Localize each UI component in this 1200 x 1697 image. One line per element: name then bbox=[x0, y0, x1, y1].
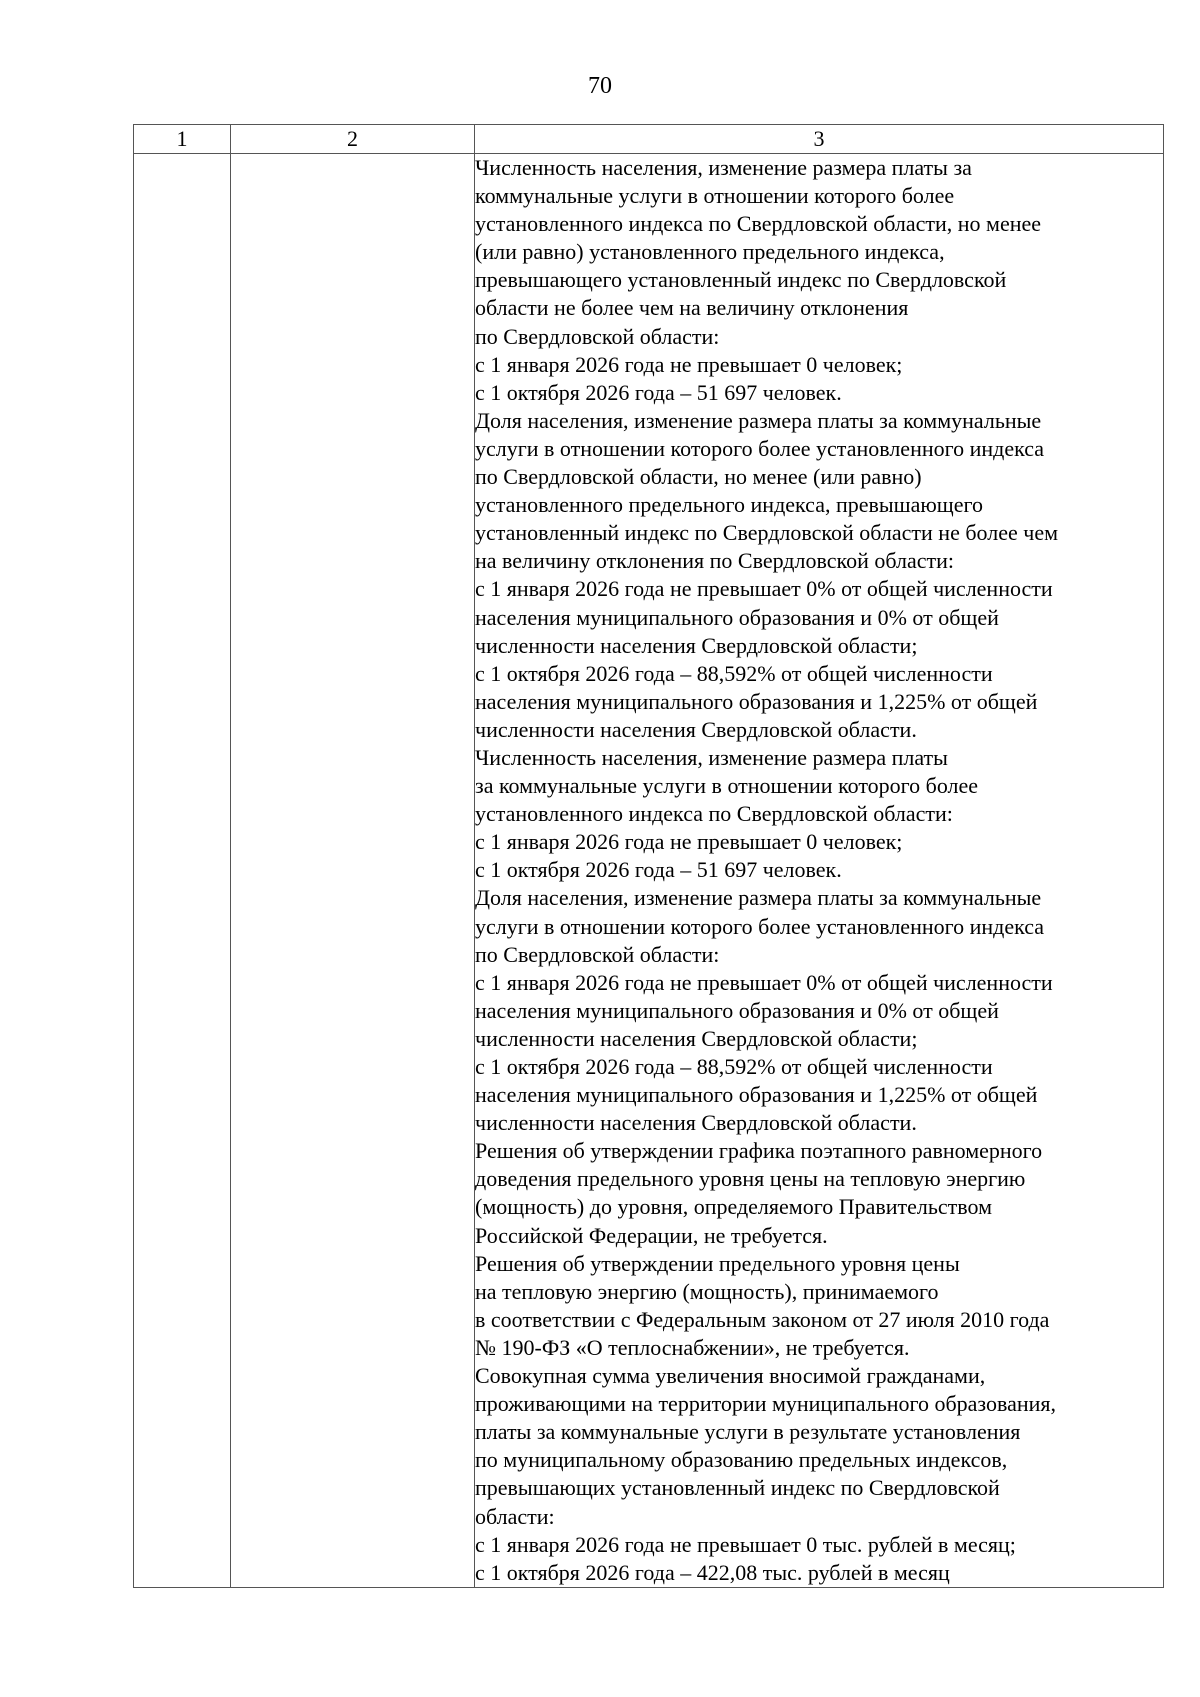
column-header-2: 2 bbox=[231, 125, 475, 154]
cell-column-2 bbox=[231, 154, 475, 1588]
column-header-3: 3 bbox=[475, 125, 1164, 154]
document-table bbox=[133, 124, 1164, 1588]
paragraph-heat-price-limit: Решения об утверждении предельного уровня цены на тепловую энергию (мощность), принимаемого в соответствии с Федеральным законом от 27 июля 2010 года № 190-ФЗ «О теплоснабжении», не требуется. bbox=[475, 1250, 1050, 1360]
page-number: 70 bbox=[588, 73, 612, 99]
paragraph-population-share-limit: Доля населения, изменение размера платы за коммунальные услуги в отношении которого более установленного индекса по Свердловской области, но менее (или равно) установленного предельного индекса, превышающего установленный индекс по Свердловской области не более чем на величину отклонения по Свердловской области: с 1 января 2026 года не превышает 0% от общей численности населения муниципального образования и 0% от общей численности населения Свердловской области; с 1 октября 2026 года – 88,592% от общей численности населения муниципального образования и 1,225% от общей численности населения Свердловской области. bbox=[475, 407, 1058, 742]
table-header-row bbox=[134, 125, 1164, 154]
table-row bbox=[134, 154, 1164, 1588]
paragraph-heat-price-schedule: Решения об утверждении графика поэтапного равномерного доведения предельного уровня цены на тепловую энергию (мощность) до уровня, определяемого Правительством Российской Федерации, не требуется. bbox=[475, 1138, 1043, 1248]
cell-column-3 bbox=[475, 154, 1164, 1588]
cell-column-1 bbox=[134, 154, 231, 1588]
paragraph-total-payment-increase: Совокупная сумма увеличения вносимой гражданами, проживающими на территории муниципального образования, платы за коммунальные услуги в результате установления по муниципальному образованию предельных индексов, превышающих установленный индекс по Свердловской области: с 1 января 2026 года не превышает 0 тыс. рублей в месяц; с 1 октября 2026 года – 422,08 тыс. рублей в месяц bbox=[475, 1363, 1057, 1585]
column-header-1: 1 bbox=[134, 125, 231, 154]
paragraph-population-count-limit: Численность населения, изменение размера платы за коммунальные услуги в отношении которого более установленного индекса по Свердловской области, но менее (или равно) установленного предельного индекса, превышающего установленный индекс по Свердловской области не более чем на величину отклонения по Свердловской области: с 1 января 2026 года не превышает 0 человек; с 1 октября 2026 года – 51 697 человек. bbox=[475, 155, 1042, 405]
paragraph-population-count-above-index: Численность населения, изменение размера платы за коммунальные услуги в отношении которого более установленного индекса по Свердловской области: с 1 января 2026 года не превышает 0 человек; с 1 октября 2026 года – 51 697 человек. bbox=[475, 744, 979, 883]
paragraph-population-share-above-index: Доля населения, изменение размера платы за коммунальные услуги в отношении которого более установленного индекса по Свердловской области: с 1 января 2026 года не превышает 0% от общей численности населения муниципального образования и 0% от общей численности населения Свердловской области; с 1 октября 2026 года – 88,592% от общей численности населения муниципального образования и 1,225% от общей численности населения Свердловской области. bbox=[475, 885, 1053, 1136]
